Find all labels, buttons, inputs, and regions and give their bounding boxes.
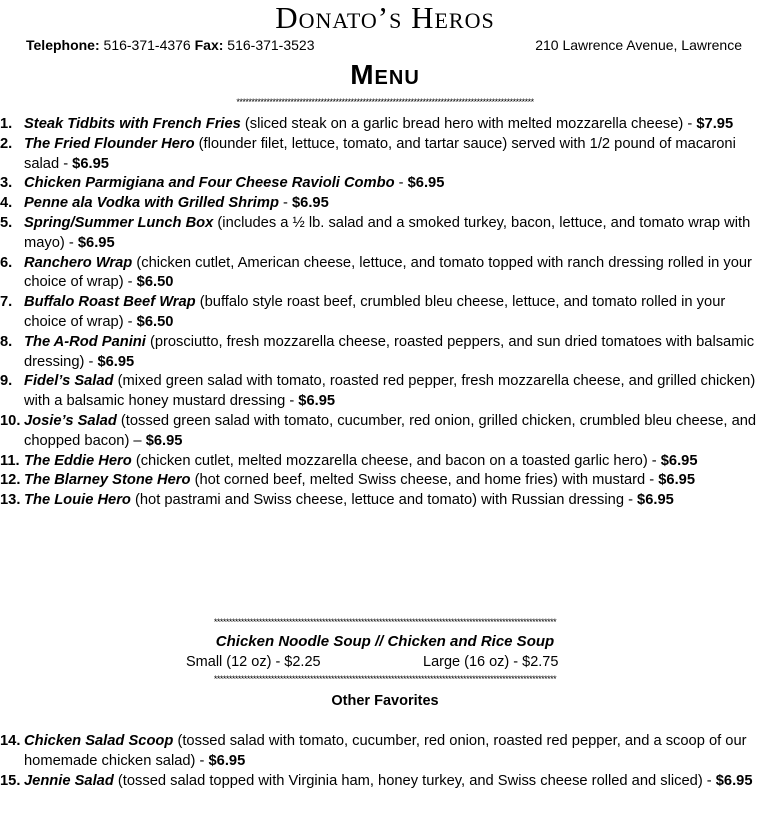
menu-item xyxy=(0,333,768,373)
menu-item xyxy=(0,293,768,333)
menu-list xyxy=(0,115,768,511)
menu-title: Menu xyxy=(350,59,420,90)
divider-top: *************************************************************************************************** xyxy=(236,97,534,107)
item-number: 3. xyxy=(0,175,13,192)
item-name: Fidel’s Salad xyxy=(24,373,114,390)
item-number: 4. xyxy=(0,195,13,212)
item-name: The Fried Flounder Hero xyxy=(24,135,195,152)
fax-label: Fax: xyxy=(194,37,224,53)
item-description: (hot pastrami and Swiss cheese, lettuce and tomato) with Russian dressing - xyxy=(130,492,638,509)
menu-item xyxy=(0,174,768,194)
item-name: Jennie Salad xyxy=(24,772,114,789)
item-name: Steak Tidbits with French Fries xyxy=(24,116,241,132)
item-description: (tossed green salad with tomato, cucumber, red onion, grilled chicken, crumbled bleu cheese, and chopped bacon) – xyxy=(24,412,757,449)
item-price: $6.95 xyxy=(658,472,696,489)
item-description: (buffalo style roast beef, crumbled bleu cheese, lettuce, and tomato rolled in your choice of wrap) - xyxy=(24,294,726,330)
item-number: 9. xyxy=(0,373,13,390)
item-name: The A-Rod Panini xyxy=(24,333,146,350)
item-price: $6.95 xyxy=(291,195,329,212)
menu-item xyxy=(0,254,768,294)
menu-item xyxy=(0,115,768,135)
other-favorites-heading: Other Favorites xyxy=(331,693,439,709)
item-price: $6.95 xyxy=(298,393,336,410)
menu-item xyxy=(0,452,768,472)
telephone-number: 516-371-4376 xyxy=(103,37,191,53)
item-name: The Eddie Hero xyxy=(24,452,132,469)
item-name: Buffalo Roast Beef Wrap xyxy=(24,294,196,311)
item-description: (flounder filet, lettuce, tomato, and tartar sauce) served with 1/2 pound of macaroni salad - xyxy=(24,135,736,172)
item-description: (chicken cutlet, melted mozzarella cheese, and bacon on a toasted garlic hero) - xyxy=(131,452,661,469)
item-number: 5. xyxy=(0,214,13,231)
item-description: - xyxy=(278,195,292,212)
item-description: - xyxy=(394,175,408,192)
item-price: $6.95 xyxy=(77,234,115,251)
item-number: 2. xyxy=(0,135,13,152)
menu-item xyxy=(0,214,768,254)
menu-item xyxy=(0,135,768,175)
item-price: $6.95 xyxy=(407,175,445,192)
restaurant-name: Donato’s Heros xyxy=(275,0,495,35)
menu-item xyxy=(0,372,768,412)
address: 210 Lawrence Avenue, Lawrence xyxy=(535,37,742,53)
item-price: $6.95 xyxy=(145,432,183,449)
item-number: 10. xyxy=(0,412,21,429)
item-name: Josie’s Salad xyxy=(24,412,117,429)
other-favorites-list xyxy=(0,732,768,791)
telephone-label: Telephone: xyxy=(26,37,100,53)
item-price: $6.95 xyxy=(637,492,674,509)
menu-item xyxy=(0,732,768,772)
contact-info xyxy=(26,36,756,54)
item-name: The Blarney Stone Hero xyxy=(24,472,191,489)
item-number: 12. xyxy=(0,472,21,489)
item-price: $6.95 xyxy=(97,353,135,370)
item-number: 1. xyxy=(0,116,13,132)
item-name: The Louie Hero xyxy=(24,492,131,509)
item-price: $6.95 xyxy=(715,772,753,789)
item-number: 15. xyxy=(0,772,21,789)
item-description: (chicken cutlet, American cheese, lettuce, and tomato topped with ranch dressing rolled in your choice of wrap) - xyxy=(24,254,752,291)
divider-soup-bottom: ****************************************************************************************************************** xyxy=(213,674,557,684)
item-price: $6.50 xyxy=(136,274,174,291)
menu-item xyxy=(0,491,768,511)
item-number: 13. xyxy=(0,492,21,509)
fax-number: 516-371-3523 xyxy=(227,37,315,53)
item-price: $6.95 xyxy=(72,155,109,172)
item-number: 7. xyxy=(0,294,13,311)
item-number: 8. xyxy=(0,333,13,350)
menu-item xyxy=(0,412,768,452)
soup-small-price: Small (12 oz) - $2.25 xyxy=(186,654,321,670)
item-name: Spring/Summer Lunch Box xyxy=(24,214,214,231)
soup-sizes xyxy=(0,652,770,672)
item-name: Ranchero Wrap xyxy=(24,254,133,271)
item-description: (hot corned beef, melted Swiss cheese, and home fries) with mustard - xyxy=(190,472,659,489)
menu-item xyxy=(0,194,768,214)
item-number: 14. xyxy=(0,733,21,749)
item-price: $6.95 xyxy=(208,752,246,769)
soup-large-price: Large (16 oz) - $2.75 xyxy=(423,654,559,670)
item-name: Chicken Salad Scoop xyxy=(24,733,174,749)
item-price: $6.50 xyxy=(136,313,174,330)
soup-title: Chicken Noodle Soup // Chicken and Rice Soup xyxy=(215,633,555,650)
item-number: 6. xyxy=(0,254,13,271)
item-price: $7.95 xyxy=(696,116,734,132)
menu-item xyxy=(0,772,768,792)
item-number: 11. xyxy=(0,452,20,469)
menu-item xyxy=(0,471,768,491)
item-description: (prosciutto, fresh mozzarella cheese, roasted peppers, and sun dried tomatoes with balsamic dressing) - xyxy=(24,333,755,370)
item-description: (mixed green salad with tomato, roasted red pepper, fresh mozzarella cheese, and grilled chicken) with a balsamic honey mustard dressing - xyxy=(24,373,756,410)
item-price: $6.95 xyxy=(660,452,698,469)
item-description: (sliced steak on a garlic bread hero with melted mozzarella cheese) - xyxy=(240,116,697,132)
divider-soup-top: ****************************************************************************************************************** xyxy=(213,617,557,627)
item-description: (tossed salad topped with Virginia ham, honey turkey, and Swiss cheese rolled and sliced) - xyxy=(113,772,716,789)
item-description: (tossed salad with tomato, cucumber, red onion, roasted red pepper, and a scoop of our homemade chicken salad) - xyxy=(24,733,747,769)
item-name: Penne ala Vodka with Grilled Shrimp xyxy=(24,195,279,212)
item-name: Chicken Parmigiana and Four Cheese Ravioli Combo xyxy=(24,175,395,192)
item-description: (includes a ½ lb. salad and a smoked turkey, bacon, lettuce, and tomato wrap with mayo) - xyxy=(24,214,751,251)
